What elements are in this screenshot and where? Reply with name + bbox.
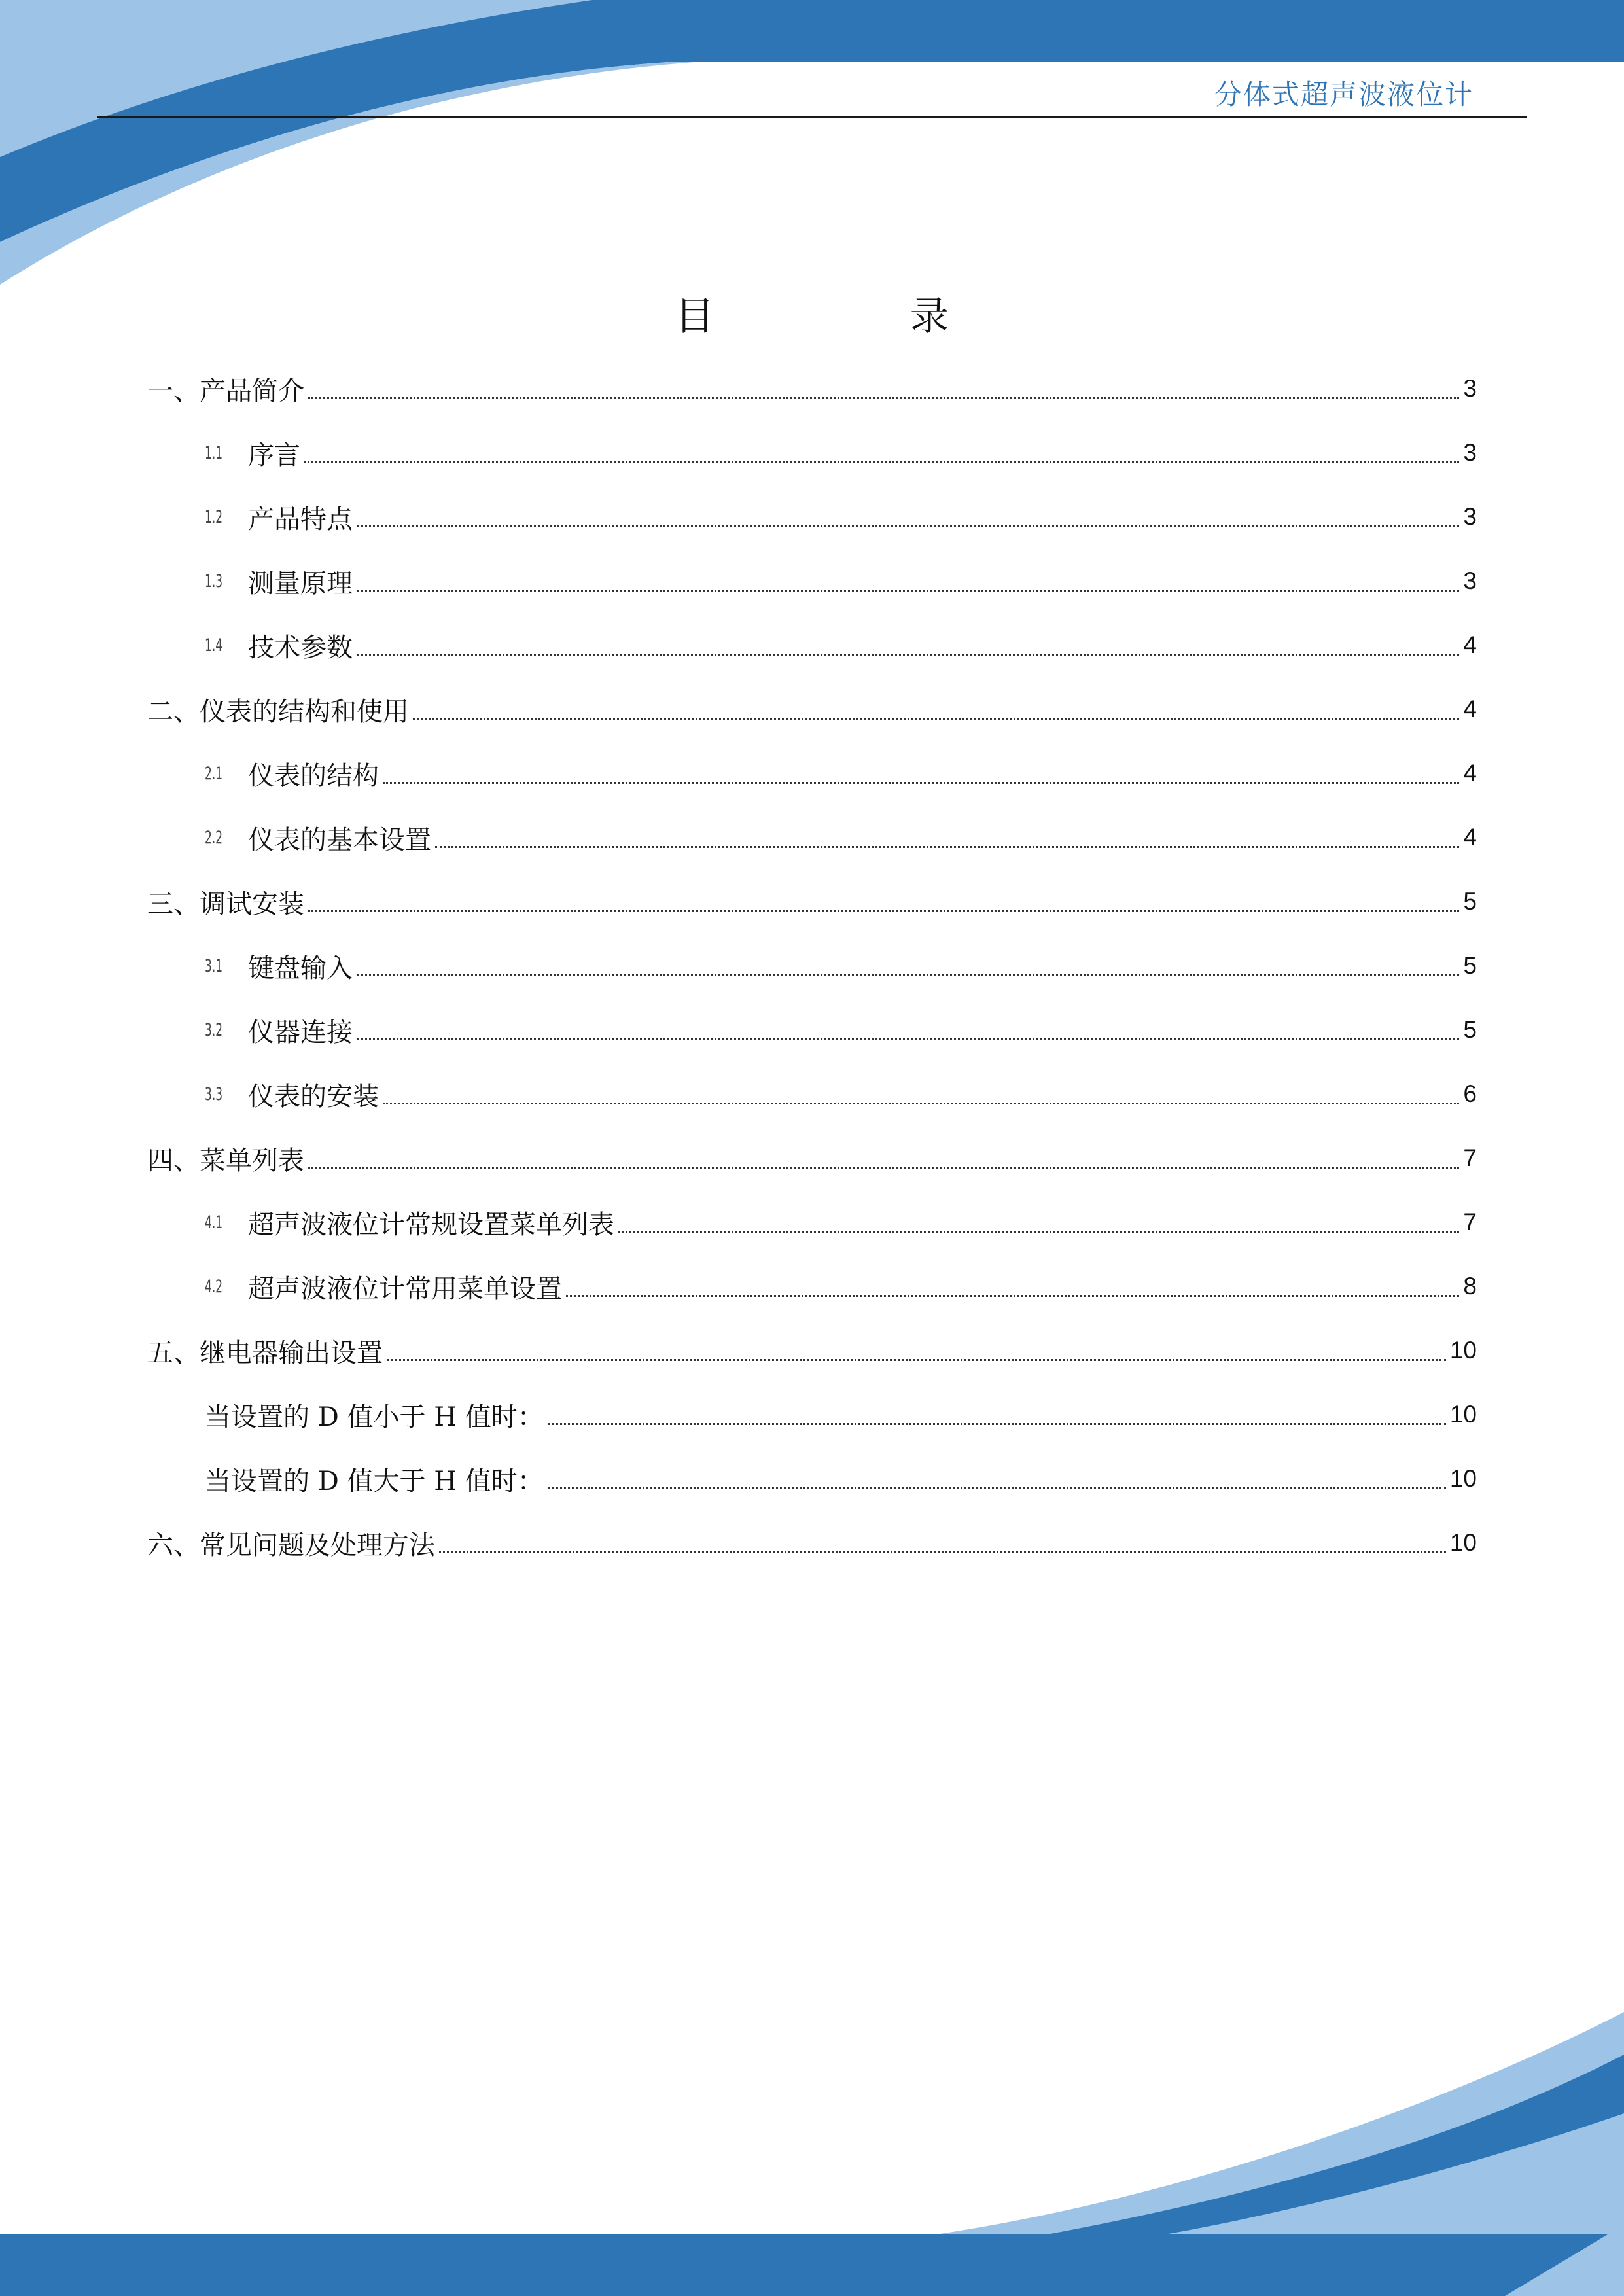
- toc-entry-number: 3.3: [205, 1084, 223, 1104]
- toc-entry[interactable]: [147, 357, 1477, 421]
- dot-leader: [383, 764, 1459, 784]
- toc-page-number: 3: [1463, 503, 1477, 530]
- toc-page-number: 7: [1463, 1209, 1477, 1235]
- toc-page-number: 3: [1463, 375, 1477, 402]
- toc-page-number: 6: [1463, 1080, 1477, 1107]
- toc-entry-text: 键盘输入: [248, 953, 353, 983]
- bottom-dark-band: [0, 2055, 1624, 2296]
- header-rule: [97, 116, 1527, 118]
- toc-entry-text: 技术参数: [248, 632, 353, 663]
- toc-page-number: 10: [1449, 1401, 1477, 1428]
- toc-page-number: 7: [1463, 1144, 1477, 1171]
- running-header-title: 分体式超声波液位计: [1214, 79, 1474, 111]
- toc-entry-text: 序言: [248, 440, 300, 470]
- toc-page-number: 10: [1449, 1465, 1477, 1492]
- dot-leader: [308, 1148, 1459, 1169]
- toc-entry-number: 3.2: [205, 1019, 223, 1040]
- dot-leader: [413, 699, 1459, 720]
- toc-entry-number: 4.2: [205, 1276, 223, 1297]
- toc-entry-text: 当设置的 D 值大于 H 值时：: [205, 1466, 544, 1496]
- toc-entry[interactable]: [205, 613, 1477, 677]
- toc-entry-text: 一、产品简介: [147, 376, 304, 406]
- dot-leader: [548, 1469, 1446, 1489]
- toc-entry-text: 当设置的 D 值小于 H 值时：: [205, 1402, 544, 1432]
- toc-entry-number: 3.1: [205, 955, 223, 976]
- toc-entry-number: 1.2: [205, 506, 223, 527]
- dot-leader: [357, 507, 1459, 527]
- toc-entry[interactable]: [205, 1254, 1477, 1318]
- toc-entry[interactable]: [205, 1447, 1477, 1511]
- toc-entry[interactable]: [205, 1062, 1477, 1126]
- toc-entry[interactable]: [147, 1511, 1477, 1575]
- toc-entry[interactable]: [205, 1383, 1477, 1447]
- dot-leader: [308, 892, 1459, 912]
- toc-page-number: 8: [1463, 1273, 1477, 1299]
- toc-entry[interactable]: [205, 485, 1477, 549]
- toc-entry[interactable]: [147, 677, 1477, 741]
- toc-entry[interactable]: [147, 1318, 1477, 1383]
- toc-page-number: 10: [1449, 1529, 1477, 1556]
- toc-entry-text: 四、菜单列表: [147, 1145, 304, 1176]
- toc-entry[interactable]: [147, 1126, 1477, 1190]
- dot-leader: [304, 443, 1459, 463]
- toc-entry[interactable]: [205, 741, 1477, 805]
- toc-entry-text: 五、继电器输出设置: [147, 1337, 383, 1368]
- toc-page-number: 5: [1463, 952, 1477, 979]
- toc-page-number: 3: [1463, 567, 1477, 594]
- toc-entry[interactable]: [205, 549, 1477, 613]
- toc-entry-text: 仪器连接: [248, 1017, 353, 1048]
- toc-entry-number: 1.3: [205, 571, 223, 592]
- toc-entry[interactable]: [147, 870, 1477, 934]
- dot-leader: [387, 1341, 1446, 1361]
- toc-page-number: 5: [1463, 1016, 1477, 1043]
- dot-leader: [435, 828, 1459, 848]
- dot-leader: [618, 1212, 1459, 1233]
- toc-page-number: 3: [1463, 439, 1477, 466]
- toc-page-number: 4: [1463, 824, 1477, 851]
- toc-entry[interactable]: [205, 1190, 1477, 1254]
- dot-leader: [566, 1277, 1459, 1297]
- dot-leader: [357, 956, 1459, 976]
- toc-entry-text: 仪表的安装: [248, 1081, 379, 1112]
- toc-page-number: 4: [1463, 696, 1477, 722]
- toc-entry-text: 测量原理: [248, 568, 353, 599]
- toc-entry-number: 2.1: [205, 763, 223, 784]
- dot-leader: [308, 379, 1459, 399]
- toc-entry[interactable]: [205, 934, 1477, 998]
- toc-page-number: 4: [1463, 760, 1477, 786]
- toc-entry-text: 超声波液位计常规设置菜单列表: [248, 1209, 614, 1240]
- toc-entry-text: 三、调试安装: [147, 889, 304, 919]
- toc-page-number: 10: [1449, 1337, 1477, 1364]
- toc-entry-text: 产品特点: [248, 504, 353, 535]
- dot-leader: [548, 1405, 1446, 1425]
- dot-leader: [357, 635, 1459, 656]
- toc-entry-number: 1.4: [205, 635, 223, 656]
- dot-leader: [357, 1020, 1459, 1040]
- dot-leader: [439, 1533, 1446, 1553]
- toc-entry-text: 六、常见问题及处理方法: [147, 1530, 435, 1561]
- toc-entry-number: 4.1: [205, 1212, 223, 1233]
- dot-leader: [383, 1084, 1459, 1104]
- toc-entry-number: 2.2: [205, 827, 223, 848]
- toc-entry-text: 仪表的基本设置: [248, 824, 431, 855]
- toc-entry[interactable]: [205, 421, 1477, 485]
- toc-entry[interactable]: [205, 998, 1477, 1062]
- toc-title: 目 录: [675, 294, 1041, 340]
- toc-entry-number: 1.1: [205, 442, 223, 463]
- toc-page-number: 4: [1463, 631, 1477, 658]
- dot-leader: [357, 571, 1459, 592]
- toc-entry-text: 超声波液位计常用菜单设置: [248, 1273, 562, 1304]
- toc-page-number: 5: [1463, 888, 1477, 915]
- toc-entry-text: 仪表的结构: [248, 760, 379, 791]
- toc-entry[interactable]: [205, 805, 1477, 870]
- toc-entry-text: 二、仪表的结构和使用: [147, 696, 409, 727]
